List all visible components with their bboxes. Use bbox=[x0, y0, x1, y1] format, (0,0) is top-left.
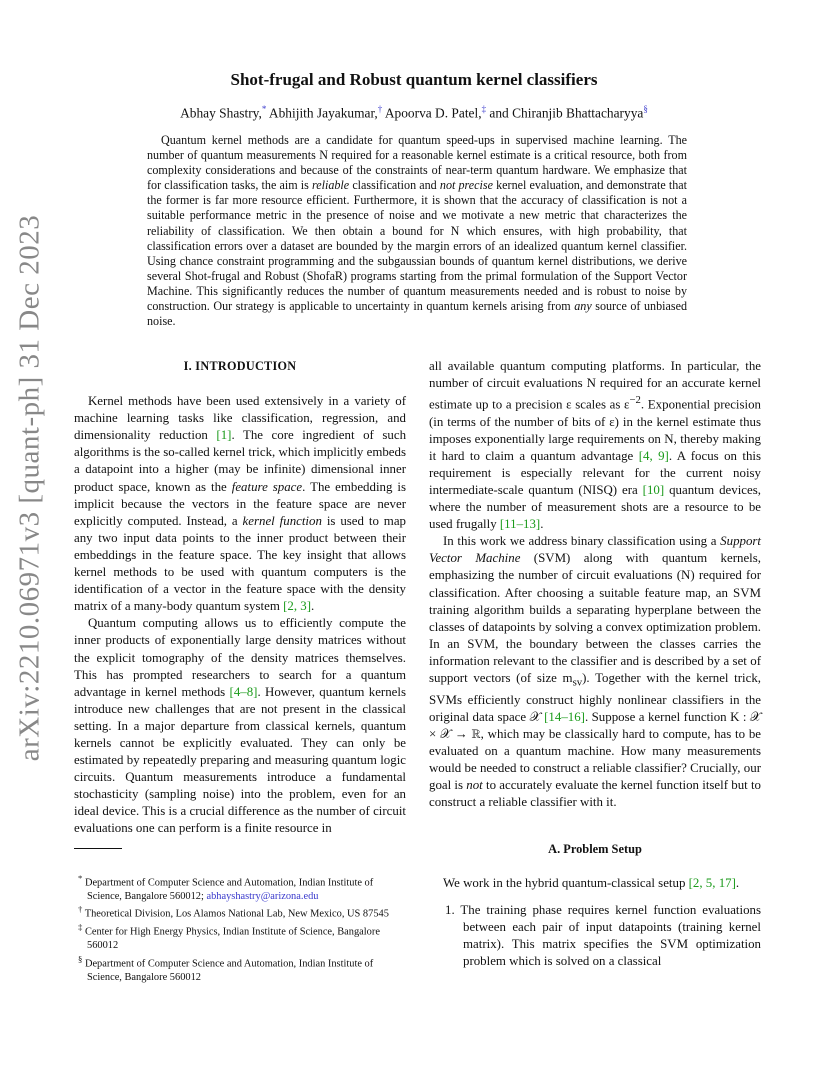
author-name: Abhijith Jayakumar, bbox=[266, 105, 378, 121]
citation-link[interactable]: [2, 3] bbox=[283, 599, 311, 614]
problem-setup-body bbox=[429, 875, 761, 970]
section-heading-introduction: I. INTRODUCTION bbox=[183, 359, 297, 373]
emphasis: reliable bbox=[311, 178, 350, 193]
arxiv-sidebar-stamp bbox=[8, 214, 52, 762]
author-name: Apoorva D. Patel, bbox=[382, 105, 482, 121]
emphasis: not precise bbox=[439, 178, 493, 193]
subsection-heading-problem-setup: A. Problem Setup bbox=[548, 842, 642, 856]
intro-paragraph-3: all available quantum computing platforms. In particular, the number of circuit evaluations N required for an accurate kernel estimate up to a precision ε scales as $\varepsilon^{-2}$. Exponential precision (in terms of the number of bits of ε) in the kernel estimate thus imposes exponentially large requirements on N, thereby making it hard to claim a quantum advantage [4, 9]. A focus on this requirement is especially relevant for the current noisy intermediate-scale quantum (NISQ) era [10] quantum devices, where the number of measurement shots are a resource to be used frugally [11–13]. bbox=[429, 359, 762, 532]
citation-link[interactable]: [2, 5, 17] bbox=[688, 876, 736, 890]
footnote-mark-link[interactable]: † bbox=[377, 104, 383, 114]
left-column bbox=[74, 358, 406, 838]
footnote-3: ‡ Center for High Energy Physics, Indian Institute of Science, Bangalore 560012 bbox=[78, 922, 380, 952]
citation-link[interactable]: [4, 9] bbox=[638, 448, 669, 463]
email-link[interactable]: abhayshastry@arizona.edu bbox=[206, 890, 319, 902]
footnote-4: § Department of Computer Science and Automation, Indian Institute of Science, Bangalore 560012 bbox=[78, 953, 374, 983]
footnotes bbox=[74, 872, 406, 984]
author-name: Abhay Shastry, bbox=[180, 105, 262, 121]
setup-list bbox=[429, 902, 761, 970]
abstract: Quantum kernel methods are a candidate for quantum speed-ups in supervised machine learning. The number of quantum measurements N required for a reasonable kernel estimate is a critical resource, both from complexity considerations and because of the constraints of near-term quantum hardware. We emphasize that for classification tasks, the aim is reliable classification and not precise kernel evaluation, and demonstrate that the former is far more resource efficient. Furthermore, it is shown that the accuracy of classification is not a suitable performance metric in the presence of noise and we motivate a new metric that characterizes the reliability of classification. We then obtain a bound for N which ensures, with high probability, that classification errors over a dataset are bounded by the margin errors of an idealized quantum kernel classifier. Using chance constraint programming and the subgaussian bounds of quantum kernel distributions, we derive several Shot-frugal and Robust (ShofaR) programs starting from the primal formulation of the Support Vector Machine. This significantly reduces the number of quantum measurements needed and is robust to noise by construction. Our strategy is applicable to uncertainty in quantum kernels arising from any source of unbiased noise. bbox=[147, 133, 688, 329]
list-item: 1. The training phase requires kernel function evaluations between each pair of input datapoints (training kernel matrix). This matrix specifies the SVM optimization problem which is solved on a classical bbox=[445, 903, 761, 969]
citation-link[interactable]: [11–13] bbox=[499, 517, 541, 532]
author-list bbox=[0, 104, 828, 121]
problem-setup-paragraph: We work in the hybrid quantum-classical setup [2, 5, 17]. bbox=[443, 876, 740, 890]
footnote-1: * Department of Computer Science and Automation, Indian Institute of Science, Bangalore 560012; abhayshastry@arizona.edu bbox=[78, 873, 374, 902]
footnote-divider bbox=[74, 848, 122, 849]
citation-link[interactable]: [4–8] bbox=[229, 684, 258, 699]
footnote-mark-link[interactable]: * bbox=[261, 104, 267, 114]
citation-link[interactable]: [10] bbox=[642, 482, 665, 497]
citation-link[interactable]: [14–16] bbox=[544, 709, 585, 724]
intro-paragraph-4: In this work we address binary classification using a Support Vector Machine (SVM) along with quantum kernels, emphasizing the number of circuit evaluations (N) required for classification. After choosing a suitable feature map, an SVM training algorithm builds a separating hyperplane between the classes of datapoints by solving a convex optimization problem. In an SVM, the boundary between the classes carries the information relevant to the classifier and is described by a set of support vectors (of size $m_{sv}$). Together with the kernel trick, SVMs efficiently construct highly nonlinear classifiers in the original data space 𝒳 [14–16]. Suppose a kernel function K : 𝒳 × 𝒳 → ℝ, which may be classically hard to compute, has to be evaluated on a quantum machine. How many measurements would be needed to construct a reliable classifier? Crucially, our goal is not to accurately evaluate the kernel function itself but to construct a reliable classifier with it. bbox=[429, 534, 761, 810]
right-column bbox=[429, 358, 761, 811]
arxiv-identifier: arXiv:2210.06971v3 [quant-ph] 31 Dec 2023 bbox=[13, 214, 46, 762]
intro-paragraph-2: Quantum computing allows us to efficiently compute the inner products of exponentially large density matrices without the explicit tomography of the density matrices themselves. This has prompted researchers to search for a quantum advantage in kernel methods [4–8]. However, quantum kernels introduce new challenges that are not present in the classical setting. In a major departure from classical kernels, quantum kernels cannot be explicitly evaluated. They can only be estimated by repeatedly preparing and measuring quantum logic circuits. Quantum measurements introduce a fundamental stochasticity (sampling noise) into the problem, even for an ideal device. This is a crucial difference as the number of circuit evaluations one can perform is a finite resource in bbox=[74, 616, 406, 836]
footnote-mark-link[interactable]: ‡ bbox=[481, 104, 487, 114]
footnote-2: † Theoretical Division, Los Alamos National Lab, New Mexico, US 87545 bbox=[78, 904, 389, 920]
author-name: and Chiranjib Bhattacharyya bbox=[486, 105, 644, 121]
emphasis: any bbox=[574, 299, 592, 314]
footnote-mark-link[interactable]: § bbox=[643, 104, 648, 114]
intro-paragraph-1: Kernel methods have been used extensively in a variety of machine learning tasks like classification, regression, and dimensionality reduction [1]. The core ingredient of such algorithms is the so-called kernel trick, which implicitly embeds a datapoint into a higher (may be infinite) dimensional inner product space, known as the feature space. The embedding is implicit because the vectors in the feature space are never explicitly computed. Instead, a kernel function is used to map any two input data points to the inner product between their embeddings in the feature space. The key insight that allows kernel methods to be used with quantum computers is the identification of a vector in the feature space with the density matrix of a many-body quantum system [2, 3]. bbox=[74, 394, 407, 614]
paper-title: Shot-frugal and Robust quantum kernel classifiers bbox=[230, 70, 598, 89]
citation-link[interactable]: [1] bbox=[216, 428, 232, 443]
